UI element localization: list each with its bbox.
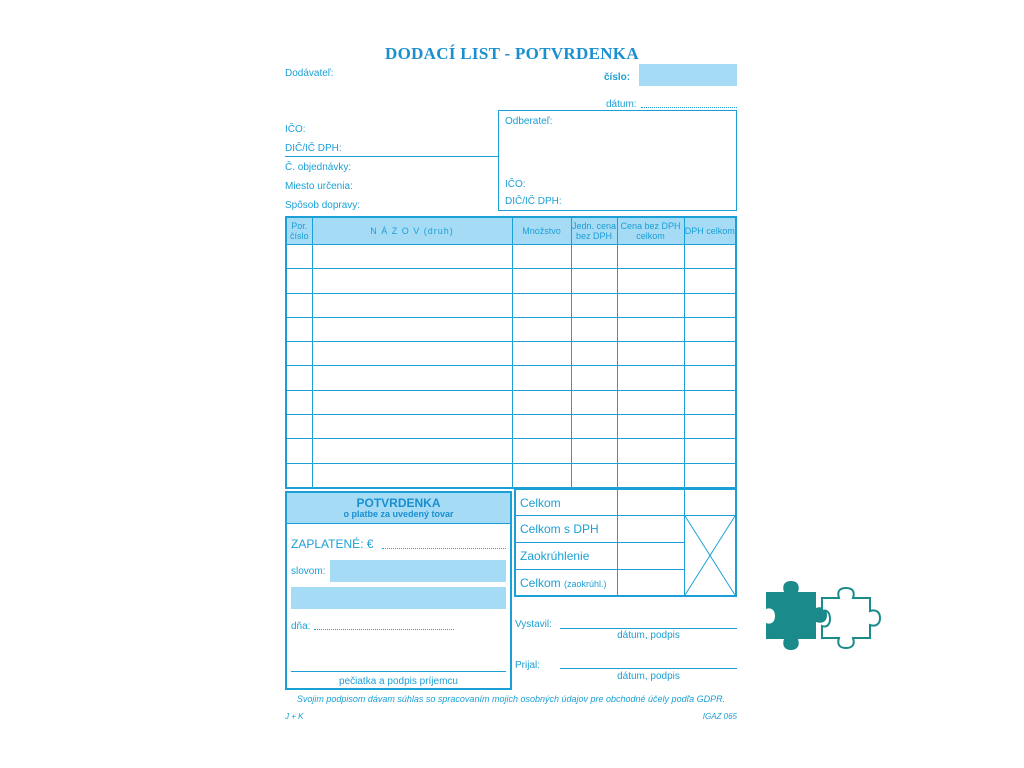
customer-box[interactable] [498,110,737,211]
table-cell[interactable] [312,439,512,463]
date-label: dátum: [606,99,637,110]
table-row [286,366,736,390]
table-cell[interactable] [684,342,736,366]
table-cell[interactable] [512,439,571,463]
table-cell[interactable] [312,293,512,317]
table-cell[interactable] [286,463,312,488]
table-cell[interactable] [286,366,312,390]
transport-label: Spôsob dopravy: [285,200,361,211]
header-quantity: Množstvo [512,217,571,245]
received-caption: dátum, podpis [617,671,680,682]
receipt-box [285,491,512,690]
table-cell[interactable] [684,390,736,414]
issued-caption: dátum, podpis [617,630,680,641]
table-cell[interactable] [617,415,684,439]
table-cell[interactable] [684,463,736,488]
ico-label: IČO: [285,124,306,135]
items-header-row [286,217,736,245]
order-label: Č. objednávky: [285,162,352,173]
table-cell[interactable] [617,269,684,293]
header-unit-price: Jedn. cena bez DPH [571,217,617,245]
table-cell[interactable] [286,245,312,269]
items-table [285,216,737,489]
table-cell[interactable] [286,269,312,293]
table-cell[interactable] [512,390,571,414]
table-row [286,415,736,439]
day-label: dňa: [291,621,311,632]
table-cell[interactable] [512,245,571,269]
table-cell[interactable] [684,269,736,293]
totals-row-total: Celkom [520,496,561,510]
table-cell[interactable] [286,439,312,463]
paid-label: ZAPLATENÉ: € [291,537,374,551]
receipt-subtitle: o platbe za uvedený tovar [343,509,454,519]
table-cell[interactable] [571,366,617,390]
table-cell[interactable] [286,390,312,414]
totals-row-divider-3 [516,569,684,570]
table-cell[interactable] [617,245,684,269]
table-cell[interactable] [684,293,736,317]
puzzle-pieces-icon [760,578,882,652]
table-cell[interactable] [571,317,617,341]
words-field[interactable] [330,560,506,582]
table-row [286,390,736,414]
date-field[interactable] [641,107,737,108]
table-cell[interactable] [571,463,617,488]
header-order-number: Por. číslo [286,217,312,245]
left-code: J + K [285,712,304,721]
header-vat-total: DPH celkom [684,217,736,245]
issued-line[interactable] [560,628,737,629]
totals-row-divider-2 [516,542,684,543]
table-cell[interactable] [617,366,684,390]
stamp-line [291,671,506,672]
table-cell[interactable] [684,366,736,390]
right-code: IGAZ 065 [702,712,737,721]
table-cell[interactable] [684,245,736,269]
header-name: N Á Z O V (druh) [312,217,512,245]
table-cell[interactable] [312,415,512,439]
table-cell[interactable] [684,317,736,341]
table-cell[interactable] [312,342,512,366]
table-cell[interactable] [512,366,571,390]
totals-row-rounded-total [520,576,607,590]
table-cell[interactable] [571,342,617,366]
number-label: číslo: [604,72,631,83]
totals-rounded-suffix: (zaokrúhl.) [564,579,607,589]
stamp-label: pečiatka a podpis príjemcu [339,676,458,687]
words-field-2[interactable] [291,587,506,609]
table-cell[interactable] [684,439,736,463]
form-title: DODACÍ LIST - POTVRDENKA [385,44,639,63]
issued-label: Vystavil: [515,619,552,630]
table-cell[interactable] [286,415,312,439]
day-field[interactable] [314,629,454,630]
table-cell[interactable] [617,342,684,366]
paid-field[interactable] [382,548,506,549]
table-cell[interactable] [617,463,684,488]
table-cell[interactable] [512,293,571,317]
table-cell[interactable] [684,415,736,439]
table-cell[interactable] [571,245,617,269]
table-cell[interactable] [617,390,684,414]
gdpr-note: Svojim podpisom dávam súhlas so spracovaním mojich osobných údajov pre obchodné účely podľa GDPR. [296,694,726,704]
table-cell[interactable] [512,317,571,341]
totals-rounded-label: Celkom [520,576,561,590]
words-label: slovom: [291,566,326,577]
table-cell[interactable] [571,293,617,317]
table-cell[interactable] [571,390,617,414]
table-cell[interactable] [312,245,512,269]
table-cell[interactable] [312,269,512,293]
received-line[interactable] [560,668,737,669]
table-cell[interactable] [312,390,512,414]
totals-box [514,488,737,597]
destination-label: Miesto určenia: [285,181,353,192]
supplier-label: Dodávateľ: [285,68,334,79]
table-cell[interactable] [512,415,571,439]
table-row [286,269,736,293]
header-total-no-vat: Cena bez DPH celkom [617,217,684,245]
crossed-cell [685,516,735,595]
table-cell[interactable] [512,269,571,293]
table-cell[interactable] [286,317,312,341]
table-cell[interactable] [512,463,571,488]
totals-row-total-vat: Celkom s DPH [520,522,599,536]
table-cell[interactable] [617,439,684,463]
totals-row-rounding: Zaokrúhlenie [520,549,590,563]
customer-label: Odberateľ: [505,116,553,127]
receipt-title: POTVRDENKA [356,496,441,510]
table-cell[interactable] [512,342,571,366]
table-cell[interactable] [617,317,684,341]
dic-divider [285,156,498,157]
receipt-header-divider [287,523,510,524]
table-row [286,342,736,366]
customer-dic-label: DIČ/IČ DPH: [505,196,562,207]
table-cell[interactable] [286,342,312,366]
table-cell[interactable] [312,317,512,341]
table-cell[interactable] [571,269,617,293]
customer-ico-label: IČO: [505,179,526,190]
table-row [286,439,736,463]
table-row [286,293,736,317]
table-cell[interactable] [286,293,312,317]
table-row [286,245,736,269]
number-field[interactable] [639,64,737,86]
table-cell[interactable] [571,439,617,463]
table-cell[interactable] [312,366,512,390]
table-row [286,463,736,488]
table-cell[interactable] [312,463,512,488]
table-row [286,317,736,341]
table-cell[interactable] [571,415,617,439]
received-label: Prijal: [515,660,541,671]
table-cell[interactable] [617,293,684,317]
dic-label: DIČ/IČ DPH: [285,143,342,154]
